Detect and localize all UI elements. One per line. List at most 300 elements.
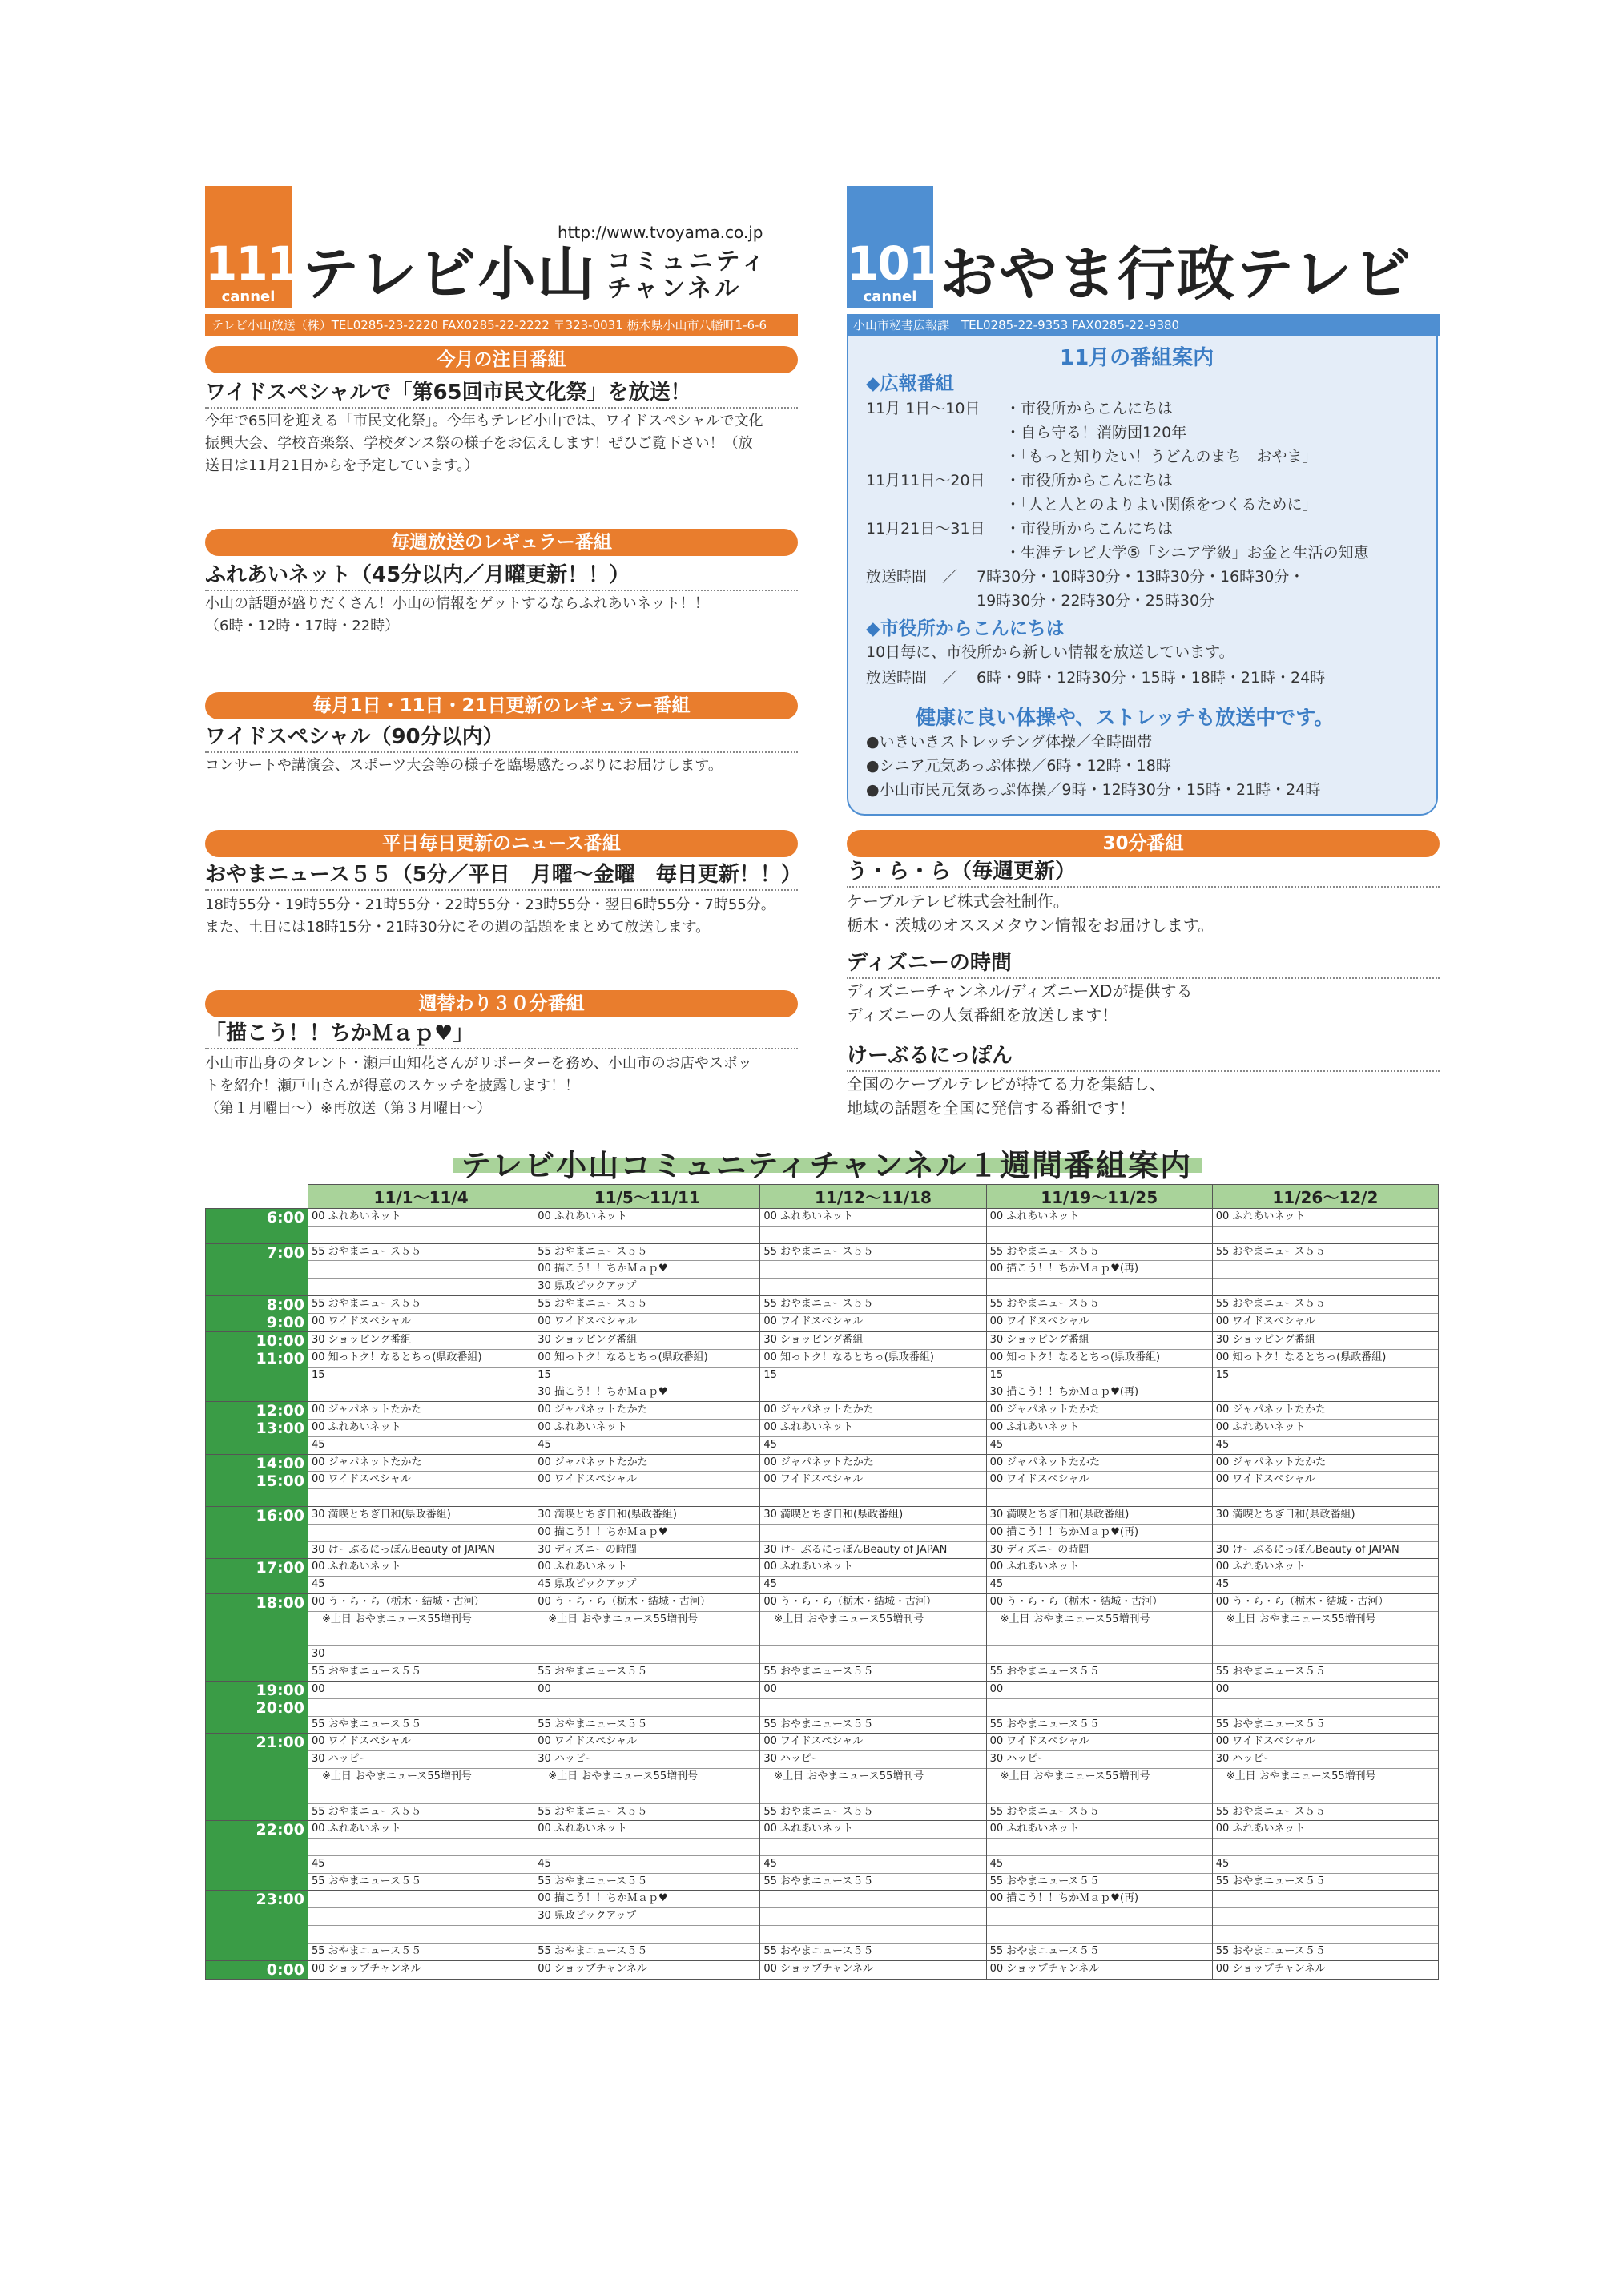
channel-label: cannel [863, 288, 917, 305]
schedule-row [206, 1734, 1439, 1821]
program-entry: 30 けーぶるにっぽんBeauty of JAPAN [763, 1543, 948, 1556]
program-entry: 30 ショッピング番組 [987, 1332, 1212, 1350]
admin-program-box [847, 336, 1438, 816]
schedule-cell [534, 1295, 760, 1331]
air-times: 7時30分・10時30分・13時30分・16時30分・ [977, 568, 1305, 586]
program-entry: 55 おやまニュース５５ [538, 1805, 648, 1818]
program-entry: 55 おやまニュース５５ [987, 1244, 1212, 1262]
divider [205, 889, 798, 891]
program-entry [760, 1525, 985, 1542]
program-entry: 00 ワイドスペシャル [1215, 1315, 1315, 1327]
program-entry [534, 1926, 759, 1944]
program-entry [987, 1699, 1212, 1717]
schedule-cell [534, 1681, 760, 1733]
program-entry [1213, 1839, 1438, 1856]
program-entry: 45 [312, 1578, 325, 1591]
section-title: ふれあいネット（45分以内／月曜更新！！） [205, 563, 630, 587]
time-label: 17:00 [256, 1559, 304, 1577]
program-entry: 55 おやまニュース５５ [989, 1875, 1100, 1887]
program-entry: 00 ジャパネットたかた [534, 1402, 759, 1420]
program-entry [1213, 1646, 1438, 1664]
body-line: 地域の話題を全国に発信する番組です！ [847, 1098, 1135, 1118]
schedule-title: テレビ小山コミュニティチャンネル１週間番組案内 [461, 1148, 1193, 1183]
channel-badge-111 [205, 186, 298, 308]
program-entry: 00 ジャパネットたかた [987, 1402, 1212, 1420]
time-label-cell [206, 1681, 308, 1733]
schedule-body [206, 1209, 1439, 1980]
program-entry [1213, 1227, 1438, 1243]
air-times: 19時30分・22時30分・25時30分 [977, 592, 1215, 610]
program-entry [760, 1786, 985, 1804]
admin-sub-heading: ◆広報番組 [866, 373, 954, 394]
divider [205, 590, 798, 591]
schedule-cell [1212, 1402, 1438, 1454]
schedule-cell [986, 1681, 1212, 1733]
program-entry: 55 おやまニュース５５ [763, 1875, 874, 1887]
divider [205, 407, 798, 409]
program-entry: 00 ジャパネットたかた [534, 1455, 759, 1472]
program-entry: 45 [763, 1578, 777, 1591]
program-entry: 00 知っトク！なるとちっ(県政番組) [1213, 1350, 1438, 1368]
schedule-cell [308, 1402, 534, 1454]
schedule-cell [308, 1821, 534, 1891]
schedule-cell [534, 1734, 760, 1821]
program-entry [1213, 1699, 1438, 1717]
program-entry: 00 ワイドスペシャル [538, 1315, 638, 1327]
section-pill: 週替わり３０分番組 [205, 990, 798, 1017]
program-entry: 00 ふれあいネット [308, 1420, 534, 1437]
program-entry: 00 ショップチャンネル [763, 1962, 874, 1975]
schedule-cell [308, 1681, 534, 1733]
schedule-cell [1212, 1891, 1438, 1960]
time-label: 23:00 [256, 1891, 304, 1909]
schedule-cell [308, 1454, 534, 1506]
program-entry: 00 ふれあいネット [987, 1559, 1212, 1577]
program-item: ・市役所からこんにちは [1005, 400, 1174, 417]
schedule-cell [308, 1559, 534, 1594]
schedule-cell [986, 1295, 1212, 1331]
schedule-row [206, 1295, 1439, 1331]
program-entry: 55 おやまニュース５５ [989, 1666, 1100, 1678]
schedule-cell [534, 1506, 760, 1558]
schedule-cell [760, 1331, 986, 1401]
program-entry: 00 ジャパネットたかた [1213, 1402, 1438, 1420]
program-item: ・「もっと知りたい！うどんのまち おやま」 [1005, 448, 1318, 465]
program-entry: 00 う・ら・ら（栃木・結城・古河） [760, 1594, 985, 1612]
program-entry [534, 1489, 759, 1506]
program-entry: 55 おやまニュース５５ [1215, 1666, 1326, 1678]
program-entry: 00 ショップチャンネル [538, 1962, 647, 1975]
section-body [847, 979, 1192, 1027]
program-entry: 55 おやまニュース５５ [534, 1244, 759, 1262]
schedule-cell [986, 1209, 1212, 1244]
schedule-cell [760, 1821, 986, 1891]
program-entry [1213, 1908, 1438, 1926]
section-title: う・ら・ら（毎週更新） [847, 860, 1077, 884]
program-entry: 55 おやまニュース５５ [312, 1805, 422, 1818]
program-entry [1213, 1891, 1438, 1908]
schedule-cell [760, 1734, 986, 1821]
program-entry: ※土日 おやまニュース55増刊号 [308, 1612, 534, 1629]
program-entry: 00 ワイドスペシャル [312, 1315, 411, 1327]
divider [205, 1048, 798, 1049]
program-entry: 00 ワイドスペシャル [763, 1315, 864, 1327]
program-entry: ※土日 おやまニュース55増刊号 [760, 1769, 985, 1786]
body-line: （6時・12時・17時・22時） [205, 618, 400, 634]
program-entry [308, 1279, 534, 1295]
program-entry [534, 1839, 759, 1856]
schedule-cell [308, 1243, 534, 1295]
program-entry [534, 1646, 759, 1664]
body-line: 今年で65回を迎える「市民文化祭」。今年もテレビ小山では、ワイドスペシャルで文化 [205, 413, 763, 429]
program-entry: 00 う・ら・ら（栃木・結城・古河） [308, 1594, 534, 1612]
program-entry: 30 [308, 1646, 534, 1664]
program-entry: 55 おやまニュース５５ [763, 1944, 874, 1957]
program-entry [308, 1891, 534, 1908]
program-entry [760, 1699, 985, 1717]
program-entry: 55 おやまニュース５５ [763, 1805, 874, 1818]
program-entry [760, 1227, 985, 1243]
section-body [205, 410, 763, 477]
program-entry: 00 ふれあいネット [987, 1420, 1212, 1437]
program-entry: 00 ふれあいネット [1213, 1821, 1438, 1839]
week-header: 11/26～12/2 [1212, 1185, 1438, 1209]
schedule-cell [1212, 1243, 1438, 1295]
program-entry: 45 [989, 1578, 1004, 1591]
schedule-row [206, 1402, 1439, 1454]
schedule-cell [986, 1243, 1212, 1295]
program-entry: 30 けーぶるにっぽんBeauty of JAPAN [1215, 1543, 1399, 1556]
week-header: 11/1～11/4 [308, 1185, 534, 1209]
program-entry: 30 ハッピー [760, 1751, 985, 1769]
time-label-cell [206, 1454, 308, 1506]
program-entry [308, 1525, 534, 1542]
program-entry: 00 ふれあいネット [534, 1821, 759, 1839]
program-entry: 30 けーぶるにっぽんBeauty of JAPAN [312, 1543, 495, 1556]
program-entry: 00 ワイドスペシャル [760, 1472, 985, 1489]
schedule-cell [760, 1559, 986, 1594]
schedule-cell [760, 1681, 986, 1733]
program-entry [534, 1227, 759, 1243]
program-entry: 45 [308, 1856, 534, 1874]
program-entry: ※土日 おやまニュース55増刊号 [534, 1612, 759, 1629]
schedule-cell [760, 1506, 986, 1558]
program-entry: 55 おやまニュース５５ [1215, 1718, 1326, 1730]
program-entry: 30 満喫とちぎ日和(県政番組) [987, 1507, 1212, 1525]
program-entry: 30 描こう！！ちかＭａｐ♥(再) [989, 1386, 1139, 1399]
program-entry: 00 知っトク！なるとちっ(県政番組) [308, 1350, 534, 1368]
section-pill: 平日毎日更新のニュース番組 [205, 830, 798, 857]
program-entry [308, 1926, 534, 1944]
program-item: ・市役所からこんにちは [1005, 472, 1174, 489]
program-item: ・市役所からこんにちは [1005, 520, 1174, 538]
schedule-cell [1212, 1681, 1438, 1733]
channel-title: おやま行政テレビ [940, 240, 1413, 308]
schedule-cell [308, 1960, 534, 1979]
divider [205, 751, 798, 753]
time-label-cell [206, 1593, 308, 1681]
program-entry: 45 [1215, 1438, 1230, 1451]
program-item: ・自ら守る！消防団120年 [1005, 424, 1187, 441]
program-entry: 00 ふれあいネット [760, 1821, 985, 1839]
program-entry [987, 1227, 1212, 1243]
channel-label: cannel [221, 288, 276, 305]
program-entry [308, 1629, 534, 1647]
program-entry: 00 [534, 1682, 759, 1699]
health-heading: 健康に良い体操や、ストレッチも放送中です。 [916, 706, 1335, 729]
schedule-row [206, 1681, 1439, 1733]
program-entry: 00 ワイドスペシャル [308, 1472, 534, 1489]
time-label: 15:00 [256, 1472, 304, 1490]
program-item: ・「人と人とのよりよい関係をつくるために」 [1005, 496, 1318, 514]
section-pill: 30分番組 [847, 830, 1440, 857]
time-label-cell [206, 1243, 308, 1295]
program-entry: 00 ふれあいネット [1213, 1559, 1438, 1577]
schedule-cell [308, 1209, 534, 1244]
program-entry [760, 1629, 985, 1647]
body-line: ディズニーチャンネル/ディズニーXDが提供する [847, 981, 1193, 1001]
channel-badge-101 [847, 186, 940, 308]
schedule-cell [760, 1209, 986, 1244]
schedule-row [206, 1243, 1439, 1295]
time-label-cell [206, 1821, 308, 1891]
time-label: 6:00 [266, 1209, 304, 1227]
program-entry [987, 1489, 1212, 1506]
program-entry: 00 ワイドスペシャル [987, 1734, 1212, 1751]
schedule-cell [986, 1734, 1212, 1821]
program-entry: 00 ワイドスペシャル [760, 1734, 985, 1751]
schedule-cell [1212, 1734, 1438, 1821]
schedule-cell [1212, 1559, 1438, 1594]
channel-subtitle-1: コミュニティ [607, 248, 768, 276]
program-entry [760, 1646, 985, 1664]
schedule-cell [1212, 1506, 1438, 1558]
body-line: ディズニーの人気番組を放送します！ [847, 1005, 1118, 1025]
corner [206, 1185, 308, 1209]
body-line: また、土日には18時15分・21時30分にその週の話題をまとめて放送します。 [205, 919, 711, 936]
week-header: 11/12～11/18 [760, 1185, 986, 1209]
program-entry: 00 [308, 1682, 534, 1699]
program-entry: 30 描こう！！ちかＭａｐ♥ [538, 1386, 668, 1399]
air-times: 6時・9時・12時30分・15時・18時・21時・24時 [977, 669, 1326, 687]
schedule-cell [534, 1209, 760, 1244]
program-entry: 00 描こう！！ちかＭａｐ♥ [534, 1891, 759, 1908]
program-entry: 45 [312, 1438, 325, 1451]
program-entry: 55 おやまニュース５５ [312, 1875, 422, 1887]
program-entry [987, 1629, 1212, 1647]
right-info-bar: 小山市秘書広報課 TEL0285-22-9353 FAX0285-22-9380 [847, 314, 1440, 336]
program-entry: 55 おやまニュース５５ [534, 1296, 759, 1314]
program-entry [534, 1629, 759, 1647]
schedule-row [206, 1209, 1439, 1244]
program-entry: 55 おやまニュース５５ [308, 1244, 534, 1262]
schedule-cell [534, 1402, 760, 1454]
program-entry: 00 ふれあいネット [987, 1209, 1212, 1227]
time-label: 16:00 [256, 1506, 304, 1525]
admin-heading: 11月の番組案内 [1060, 346, 1214, 370]
program-entry: 30 ショッピング番組 [308, 1332, 534, 1350]
admin-sub-heading: ◆市役所からこんにちは [866, 618, 1065, 639]
program-entry: 00 ジャパネットたかた [987, 1455, 1212, 1472]
program-entry: 55 おやまニュース５５ [760, 1244, 985, 1262]
program-entry [308, 1384, 534, 1401]
section-pill: 毎月1日・11日・21日更新のレギュラー番組 [205, 692, 798, 719]
program-entry: ※土日 おやまニュース55増刊号 [1213, 1769, 1438, 1786]
program-entry [760, 1261, 985, 1279]
schedule-row [206, 1821, 1439, 1891]
program-entry: 00 う・ら・ら（栃木・結城・古河） [987, 1594, 1212, 1612]
time-label: 13:00 [256, 1420, 304, 1438]
program-entry: 45 [989, 1438, 1004, 1451]
schedule-cell [986, 1821, 1212, 1891]
section-body [847, 889, 1214, 937]
program-entry [308, 1908, 534, 1926]
program-entry: 00 ふれあいネット [534, 1209, 759, 1227]
program-entry: ※土日 おやまニュース55増刊号 [534, 1769, 759, 1786]
program-entry [1213, 1261, 1438, 1279]
health-item: ●いきいきストレッチング体操／全時間帯 [866, 733, 1153, 751]
section-title: けーぶるにっぽん [847, 1044, 1013, 1068]
program-entry: 00 ショップチャンネル [989, 1962, 1100, 1975]
schedule-row [206, 1593, 1439, 1681]
program-entry [1213, 1786, 1438, 1804]
program-entry: 55 おやまニュース５５ [989, 1718, 1100, 1730]
program-entry [534, 1786, 759, 1804]
program-entry: 00 ふれあいネット [1213, 1420, 1438, 1437]
program-entry: ※土日 おやまニュース55増刊号 [308, 1769, 534, 1786]
schedule-cell [534, 1960, 760, 1979]
time-label: 14:00 [256, 1454, 304, 1472]
time-label: 11:00 [256, 1349, 304, 1368]
section-body [205, 755, 723, 777]
program-entry: 00 ワイドスペシャル [989, 1315, 1089, 1327]
program-entry [987, 1279, 1212, 1295]
program-entry: 00 ふれあいネット [760, 1420, 985, 1437]
body-line: コンサートや講演会、スポーツ大会等の様子を臨場感たっぷりにお届けします。 [205, 757, 723, 774]
program-entry: 30 満喫とちぎ日和(県政番組) [1213, 1507, 1438, 1525]
channel-title: テレビ小山 [301, 240, 597, 308]
schedule-row [206, 1960, 1439, 1979]
program-entry: 00 ショップチャンネル [1215, 1962, 1326, 1975]
week-header-row [206, 1185, 1439, 1209]
section-title: おやまニュース５５（5分／平日 月曜～金曜 毎日更新！！） [205, 863, 802, 887]
body-line: ケーブルテレビ株式会社制作。 [847, 892, 1069, 911]
program-entry: 55 おやまニュース５５ [987, 1296, 1212, 1314]
program-entry [987, 1646, 1212, 1664]
program-entry: 30 ハッピー [987, 1751, 1212, 1769]
body-line: 振興大会、学校音楽祭、学校ダンス祭の様子をお伝えします！ぜひご覧下さい！（放 [205, 435, 753, 452]
program-entry: 45 [763, 1438, 777, 1451]
schedule-cell [308, 1734, 534, 1821]
program-entry: 00 ワイドスペシャル [1213, 1734, 1438, 1751]
program-entry: 30 ショッピング番組 [1213, 1332, 1438, 1350]
program-entry: 00 ジャパネットたかた [308, 1402, 534, 1420]
program-entry [308, 1786, 534, 1804]
body-line: 送日は11月21日からを予定しています。） [205, 457, 479, 474]
week-header: 11/5～11/11 [534, 1185, 760, 1209]
schedule-cell [534, 1891, 760, 1960]
section-title: ディズニーの時間 [847, 951, 1012, 975]
time-label-cell [206, 1960, 308, 1979]
time-label: 19:00 [256, 1681, 304, 1699]
weekly-schedule-table [205, 1184, 1439, 1980]
time-label-cell [206, 1506, 308, 1558]
program-item: ・生涯テレビ大学⑤「シニア学級」お金と生活の知恵 [1005, 544, 1369, 562]
program-entry: 00 ジャパネットたかた [1213, 1455, 1438, 1472]
program-entry: 00 [987, 1682, 1212, 1699]
program-entry: 45 県政ピックアップ [538, 1578, 637, 1591]
schedule-cell [986, 1402, 1212, 1454]
time-label-cell [206, 1559, 308, 1594]
schedule-cell [1212, 1821, 1438, 1891]
program-entry: 15 [534, 1368, 759, 1385]
program-entry: 30 ショッピング番組 [760, 1332, 985, 1350]
air-time-label: 放送時間 ／ [866, 669, 958, 687]
program-entry: 45 [1215, 1578, 1230, 1591]
date-range: 11月11日～20日 [866, 472, 985, 489]
program-entry [987, 1908, 1212, 1926]
body-line: 18時55分・19時55分・21時55分・22時55分・23時55分・翌日6時55分・7時55分。 [205, 896, 775, 913]
week-header: 11/19～11/25 [986, 1185, 1212, 1209]
time-label-cell [206, 1402, 308, 1454]
description: 10日毎に、市役所から新しい情報を放送しています。 [866, 643, 1234, 661]
program-entry: 00 ジャパネットたかた [308, 1455, 534, 1472]
program-entry [1213, 1926, 1438, 1944]
air-time-label: 放送時間 ／ [866, 568, 958, 586]
program-entry: 30 ショッピング番組 [534, 1332, 759, 1350]
program-entry: 00 描こう！！ちかＭａｐ♥ [534, 1525, 759, 1542]
program-entry [1213, 1279, 1438, 1295]
time-label: 7:00 [266, 1243, 304, 1262]
program-entry: 45 [538, 1438, 551, 1451]
time-label: 12:00 [256, 1402, 304, 1420]
program-entry [760, 1839, 985, 1856]
program-entry: 30 満喫とちぎ日和(県政番組) [308, 1507, 534, 1525]
program-entry: 00 ふれあいネット [760, 1209, 985, 1227]
schedule-cell [308, 1506, 534, 1558]
schedule-cell [986, 1454, 1212, 1506]
program-entry: 00 ワイドスペシャル [1213, 1472, 1438, 1489]
program-entry [308, 1489, 534, 1506]
program-entry: 00 描こう！！ちかＭａｐ♥(再) [987, 1261, 1212, 1279]
section-title: ワイドスペシャル（90分以内） [205, 725, 504, 749]
program-entry: 55 おやまニュース５５ [1215, 1875, 1326, 1887]
schedule-cell [986, 1559, 1212, 1594]
time-label: 18:00 [256, 1593, 304, 1612]
schedule-cell [986, 1960, 1212, 1979]
schedule-cell [308, 1891, 534, 1960]
schedule-row [206, 1506, 1439, 1558]
program-entry: 55 おやまニュース５５ [312, 1718, 422, 1730]
program-entry: ※土日 おやまニュース55増刊号 [987, 1612, 1212, 1629]
schedule-cell [986, 1506, 1212, 1558]
program-entry [1213, 1384, 1438, 1401]
program-entry: 00 ふれあいネット [987, 1821, 1212, 1839]
program-entry: 55 おやまニュース５５ [763, 1666, 874, 1678]
schedule-cell [308, 1331, 534, 1401]
program-entry: 00 ふれあいネット [308, 1821, 534, 1839]
program-entry: 00 ワイドスペシャル [534, 1734, 759, 1751]
program-entry: 00 ふれあいネット [308, 1559, 534, 1577]
section-pill: 毎週放送のレギュラー番組 [205, 529, 798, 556]
body-line: （第１月曜日～）※再放送（第３月曜日～） [205, 1100, 492, 1117]
program-entry [1213, 1629, 1438, 1647]
schedule-cell [1212, 1295, 1438, 1331]
program-entry: 45 [534, 1856, 759, 1874]
program-entry: 55 おやまニュース５５ [989, 1944, 1100, 1957]
program-entry: 00 ワイドスペシャル [534, 1472, 759, 1489]
section-title: 「描こう！！ちかＭａｐ♥」 [205, 1021, 474, 1045]
